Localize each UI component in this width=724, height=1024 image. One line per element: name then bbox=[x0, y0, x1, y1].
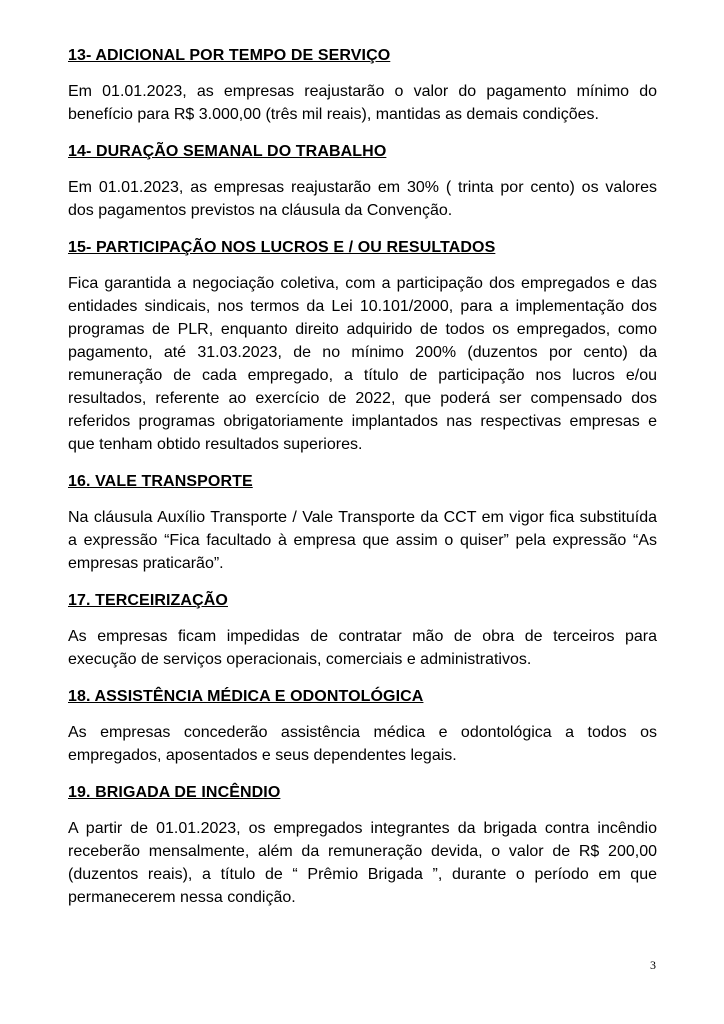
section-17 bbox=[68, 591, 657, 671]
section-title: 18. ASSISTÊNCIA MÉDICA E ODONTOLÓGICA bbox=[68, 688, 424, 705]
section-body: Em 01.01.2023, as empresas reajustarão em 30% ( trinta por cento) os valores dos pagamentos previstos na cláusula da Convenção. bbox=[68, 179, 657, 219]
section-body: A partir de 01.01.2023, os empregados integrantes da brigada contra incêndio receberão mensalmente, além da remuneração devida, o valor de R$ 200,00 (duzentos reais), a título de “ Prêmio Brigada ”, durante o período em que permanecerem nessa condição. bbox=[68, 820, 657, 906]
section-13 bbox=[68, 46, 657, 126]
section-18 bbox=[68, 687, 657, 767]
section-body: Na cláusula Auxílio Transporte / Vale Transporte da CCT em vigor fica substituída a expressão “Fica facultado à empresa que assim o quiser” pela expressão “As empresas praticarão”. bbox=[68, 509, 657, 572]
section-title: 15- PARTICIPAÇÃO NOS LUCROS E / OU RESULTADOS bbox=[68, 239, 496, 256]
page-number: 3 bbox=[650, 958, 656, 972]
section-14 bbox=[68, 142, 657, 222]
section-19 bbox=[68, 783, 657, 909]
section-title: 17. TERCEIRIZAÇÃO bbox=[68, 592, 228, 609]
section-body: Em 01.01.2023, as empresas reajustarão o valor do pagamento mínimo do benefício para R$ 3.000,00 (três mil reais), mantidas as demais condições. bbox=[68, 83, 657, 123]
section-16 bbox=[68, 472, 657, 575]
section-title: 14- DURAÇÃO SEMANAL DO TRABALHO bbox=[68, 143, 387, 160]
section-title: 19. BRIGADA DE INCÊNDIO bbox=[68, 784, 281, 801]
section-title: 13- ADICIONAL POR TEMPO DE SERVIÇO bbox=[68, 47, 391, 64]
document-page bbox=[68, 46, 657, 925]
section-title: 16. VALE TRANSPORTE bbox=[68, 473, 253, 490]
section-15 bbox=[68, 238, 657, 456]
section-body: As empresas concederão assistência médica e odontológica a todos os empregados, aposentados e seus dependentes legais. bbox=[68, 724, 657, 764]
section-body: Fica garantida a negociação coletiva, com a participação dos empregados e das entidades sindicais, nos termos da Lei 10.101/2000, para a implementação dos programas de PLR, enquanto direito adquirido de todos os empregados, como pagamento, até 31.03.2023, de no mínimo 200% (duzentos por cento) da remuneração de cada empregado, a título de participação nos lucros e/ou resultados, referente ao exercício de 2022, que poderá ser compensado dos referidos programas obrigatoriamente implantados nas respectivas empresas e que tenham obtido resultados superiores. bbox=[68, 275, 657, 453]
section-body: As empresas ficam impedidas de contratar mão de obra de terceiros para execução de serviços operacionais, comerciais e administrativos. bbox=[68, 628, 657, 668]
